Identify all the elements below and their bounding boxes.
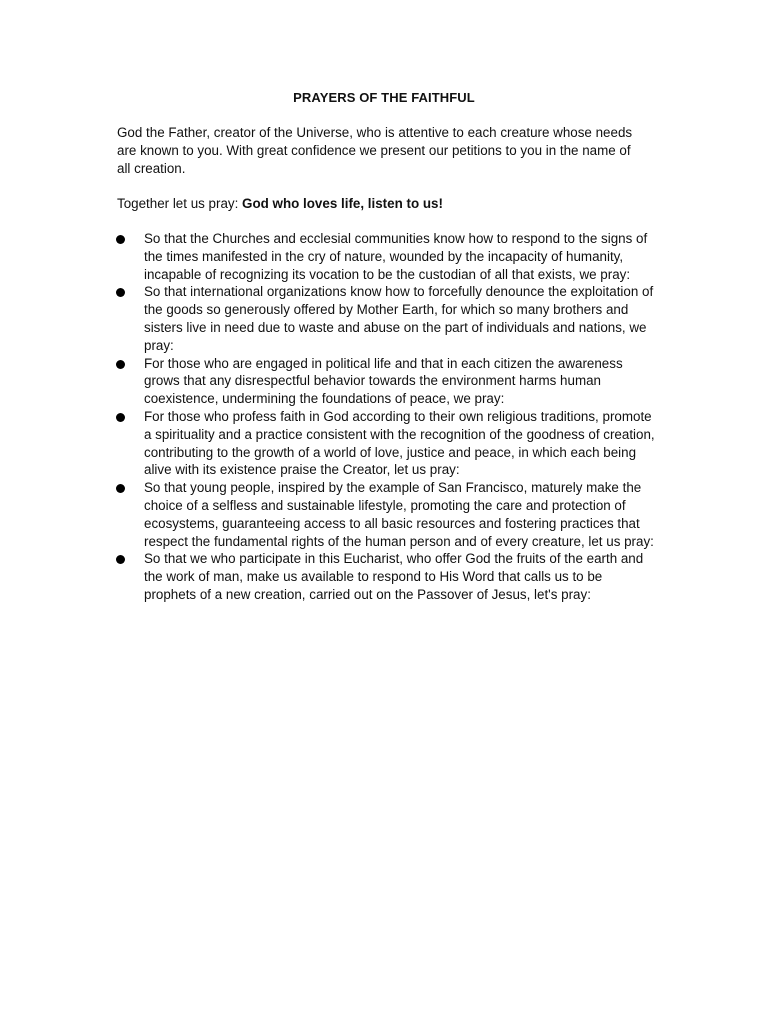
bullet-dot-icon bbox=[116, 235, 125, 244]
petition-text: So that young people, inspired by the example of San Francisco, maturely make the choice of a selfless and sustainable lifestyle, promoting the care and protection of ecosystems, guaranteeing access to all basic resources and fostering practices that respect the fundamental rights of the human person and of every creature, let us pray: bbox=[144, 480, 654, 549]
petition-item bbox=[113, 408, 658, 479]
petition-item bbox=[113, 230, 658, 283]
bullet-dot-icon bbox=[116, 288, 125, 297]
document-title: PRAYERS OF THE FAITHFUL bbox=[293, 90, 475, 105]
response-lead: Together let us pray: bbox=[117, 196, 243, 211]
response-line bbox=[117, 195, 647, 213]
petition-item bbox=[113, 283, 658, 354]
petition-text: For those who profess faith in God according to their own religious traditions, promote a spirituality and a practice consistent with the recognition of the goodness of creation, contributing to the growth of a world of love, justice and peace, in which each being alive with its existence praise the Creator, let us pray: bbox=[144, 408, 655, 478]
petition-text: For those who are engaged in political life and that in each citizen the awareness grows that any disrespectful behavior towards the environment harms human coexistence, undermining the foundations of peace, we pray: bbox=[144, 355, 623, 407]
bullet-dot-icon bbox=[116, 555, 125, 564]
bullet-dot-icon bbox=[116, 484, 125, 493]
petition-text: So that the Churches and ecclesial communities know how to respond to the signs of the times manifested in the cry of nature, wounded by the incapacity of humanity, incapable of recognizing its vocation to be the custodian of all that exists, we pray: bbox=[144, 231, 648, 282]
petition-text: So that international organizations know how to forcefully denounce the exploitation of the goods so generously offered by Mother Earth, for which so many brothers and sisters live in need due to waste and abuse on the part of individuals and nations, we pray: bbox=[144, 284, 654, 353]
petition-item bbox=[113, 355, 658, 408]
intro-paragraph: God the Father, creator of the Universe, who is attentive to each creature whose needs are known to you. With great confidence we present our petitions to you in the name of all creation. bbox=[117, 125, 633, 176]
bullet-dot-icon bbox=[116, 413, 125, 422]
petition-list bbox=[113, 230, 658, 604]
petition-item bbox=[113, 479, 658, 550]
petition-item bbox=[113, 550, 658, 603]
response-text: God who loves life, listen to us! bbox=[242, 196, 443, 211]
bullet-dot-icon bbox=[116, 360, 125, 369]
petition-text: So that we who participate in this Eucharist, who offer God the fruits of the earth and the work of man, make us available to respond to His Word that calls us to be prophets of a new creation, carried out on the Passover of Jesus, let's pray: bbox=[144, 551, 644, 602]
